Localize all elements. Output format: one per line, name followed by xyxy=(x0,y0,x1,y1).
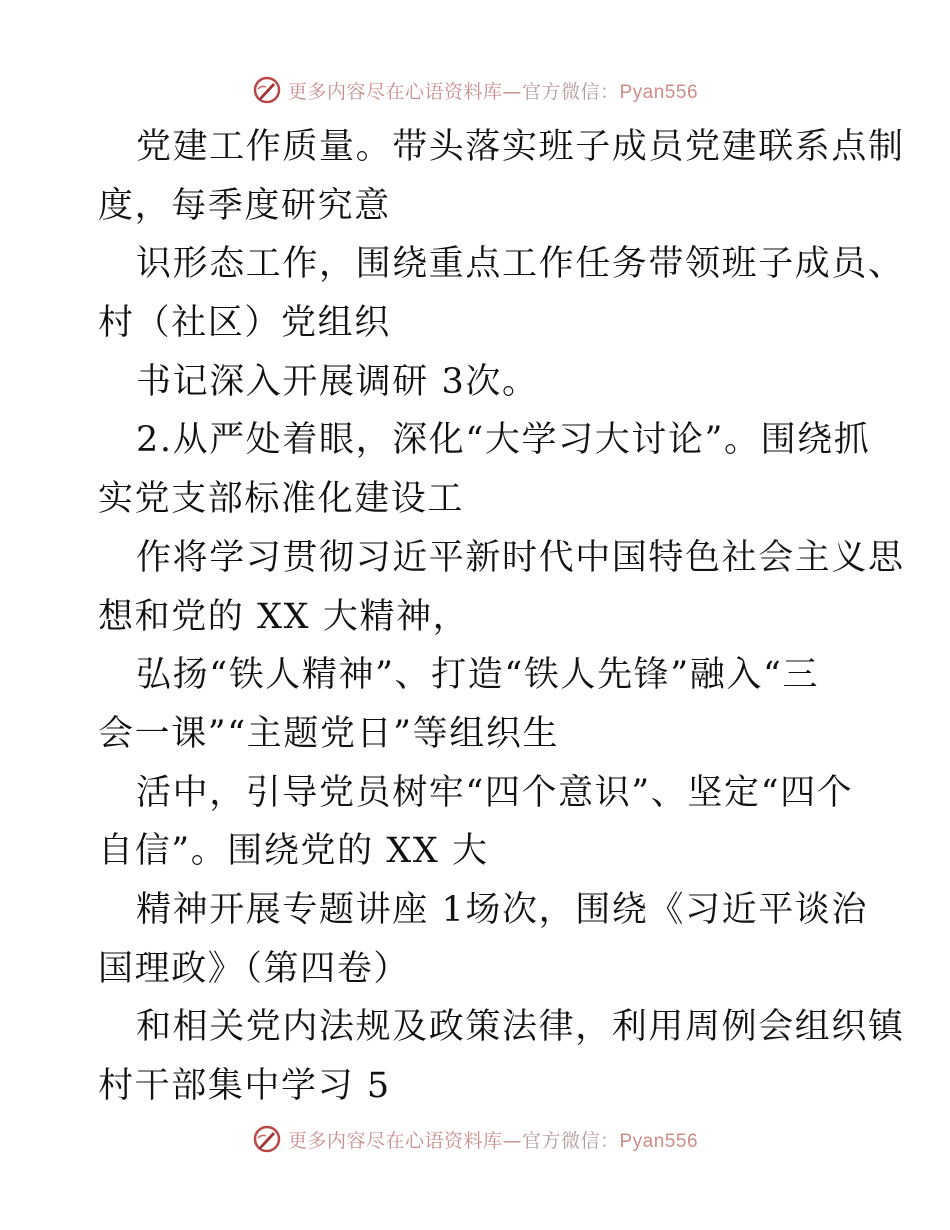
watermark-text xyxy=(288,1126,698,1153)
header-watermark xyxy=(0,72,950,108)
text-line: 想和党的 XX 大精神， xyxy=(98,596,470,637)
text-line: 村干部集中学习 5 xyxy=(98,1066,391,1106)
watermark-brand: 更多内容尽在心语资料库 xyxy=(287,80,503,103)
text-line: 会一课”“主题党日”等组织生 xyxy=(98,713,560,754)
text-line: 书记深入开展调研 3次。 xyxy=(136,361,539,402)
text-line: 弘扬“铁人精神”、打造“铁人先锋”融入“三 xyxy=(136,655,820,696)
footer-watermark xyxy=(0,1121,950,1157)
text-line: 2.从严处着眼，深化“大学习大讨论”。围绕抓 xyxy=(136,420,871,461)
text-line: 活中，引导党员树牢“四个意识”、坚定“四个 xyxy=(136,772,854,813)
watermark-text xyxy=(288,77,698,104)
text-line: 精神开展专题讲座 1场次，围绕《习近平谈治 xyxy=(136,889,868,930)
watermark-separator: — xyxy=(502,1129,522,1152)
quill-logo-icon xyxy=(252,75,282,105)
text-line: 实党支部标准化建设工 xyxy=(98,479,465,520)
watermark-brand: 更多内容尽在心语资料库 xyxy=(287,1129,503,1152)
watermark-separator: — xyxy=(502,80,522,103)
text-line: 作将学习贯彻习近平新时代中国特色社会主义思 xyxy=(136,537,905,578)
watermark-wechat-id: Pyan556 xyxy=(619,81,699,103)
text-line: 村（社区）党组织 xyxy=(98,303,391,344)
text-line: 识形态工作，围绕重点工作任务带领班子成员、 xyxy=(136,244,905,285)
text-line: 度，每季度研究意 xyxy=(98,185,391,226)
quill-logo-icon xyxy=(252,1124,282,1154)
text-line: 国理政》（第四卷） xyxy=(98,948,410,989)
document-body xyxy=(98,118,905,1116)
text-line: 自信”。围绕党的 XX 大 xyxy=(98,831,489,872)
watermark-wechat-id: Pyan556 xyxy=(619,1130,699,1152)
text-line: 党建工作质量。带头落实班子成员党建联系点制 xyxy=(136,127,905,167)
watermark-wechat-label: 官方微信： xyxy=(521,80,620,103)
text-line: 和相关党内法规及政策法律，利用周例会组织镇 xyxy=(136,1007,905,1048)
watermark-wechat-label: 官方微信： xyxy=(521,1129,620,1152)
